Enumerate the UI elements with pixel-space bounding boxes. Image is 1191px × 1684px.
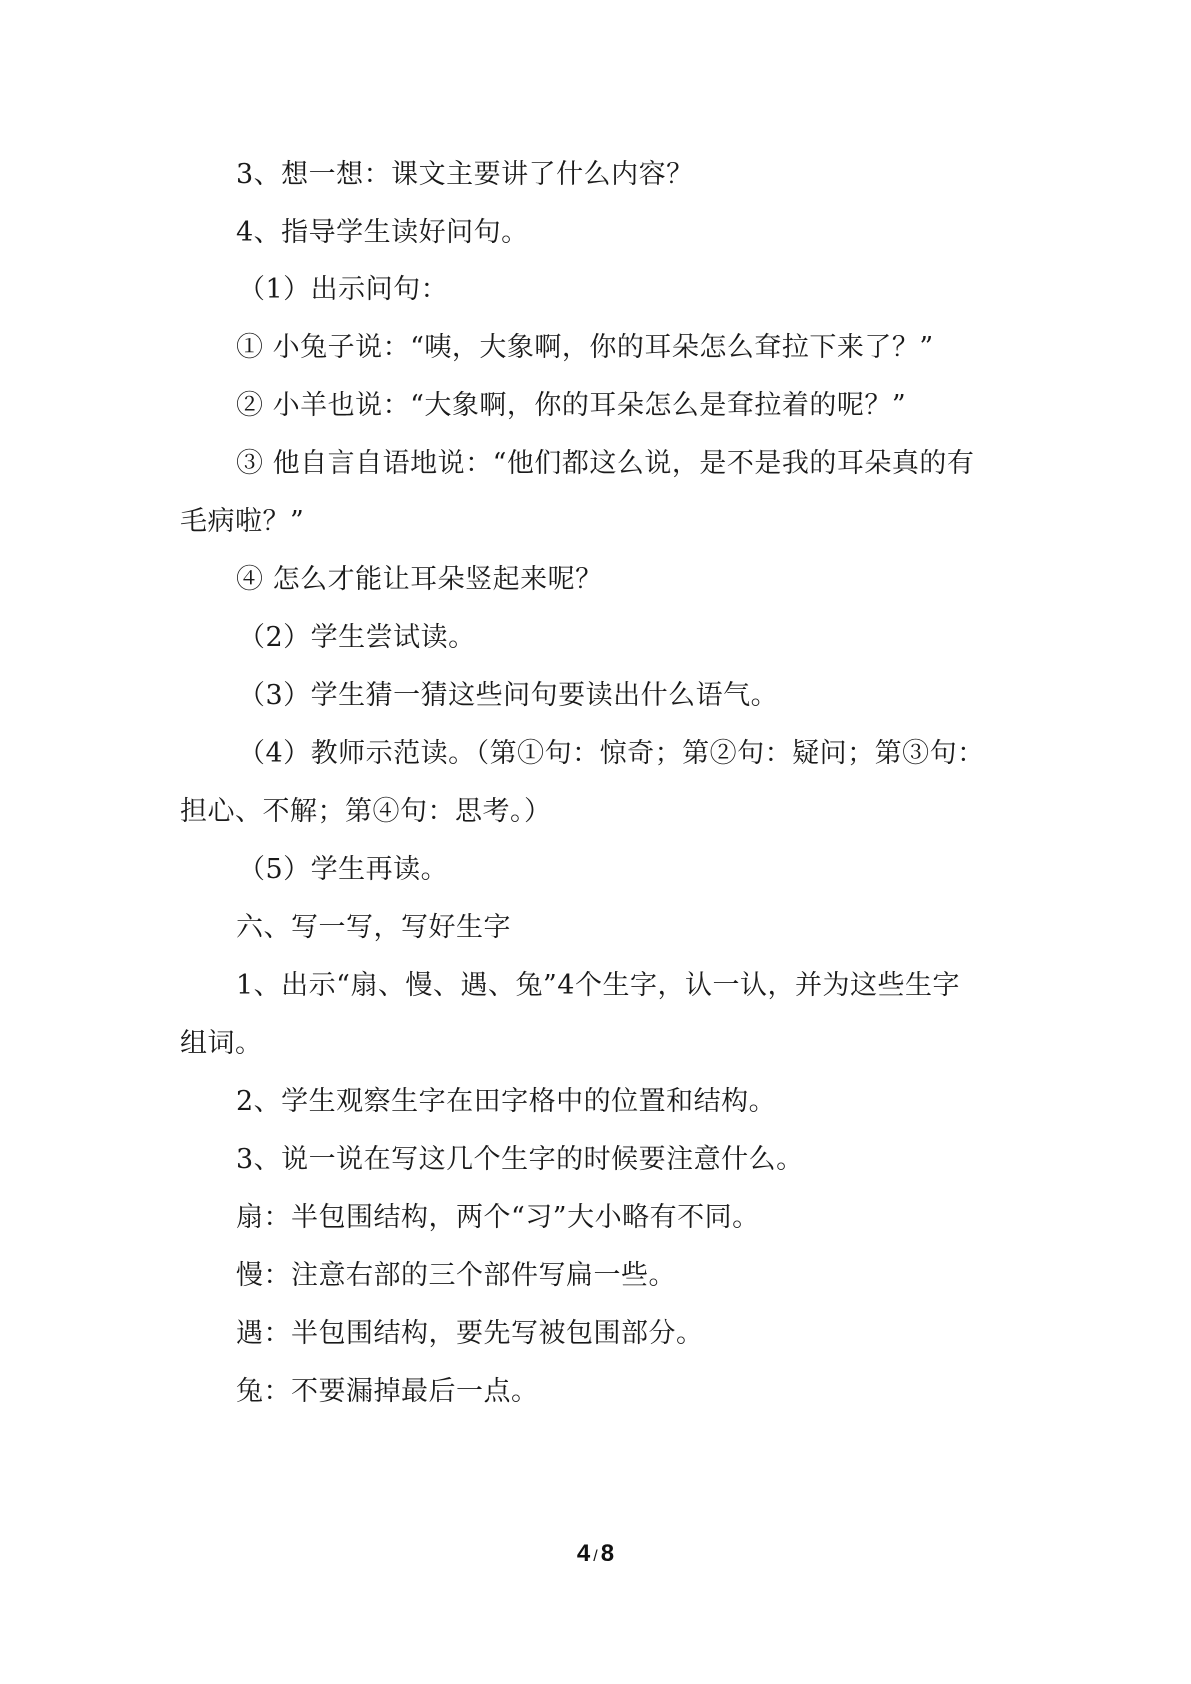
current-page-number: 4 <box>576 1540 591 1567</box>
total-pages-number: 8 <box>600 1540 615 1567</box>
paragraph-line: ③ 他自言自语地说：“他们都这么说，是不是我的耳朵真的有 <box>236 448 975 479</box>
paragraph-line: （2）学生尝试读。 <box>238 622 476 653</box>
paragraph-line: 遇：半包围结构，要先写被包围部分。 <box>236 1318 704 1349</box>
paragraph-line: ④ 怎么才能让耳朵竖起来呢？ <box>236 564 603 595</box>
paragraph-line: 2、学生观察生字在田字格中的位置和结构。 <box>236 1086 777 1117</box>
paragraph-line: 组词。 <box>180 1028 263 1059</box>
page-number-separator: / <box>593 1548 598 1565</box>
paragraph-line: （3）学生猜一猜这些问句要读出什么语气。 <box>238 680 779 711</box>
paragraph-line: （1）出示问句： <box>238 274 449 305</box>
section-heading: 六、写一写，写好生字 <box>236 912 511 943</box>
paragraph-line: 3、想一想：课文主要讲了什么内容？ <box>236 159 694 190</box>
paragraph-line: 毛病啦？” <box>180 506 305 537</box>
paragraph-line: （5）学生再读。 <box>238 854 449 885</box>
paragraph-line: 3、说一说在写这几个生字的时候要注意什么。 <box>236 1144 804 1175</box>
paragraph-line: 慢：注意右部的三个部件写扁一些。 <box>236 1260 676 1291</box>
page-number <box>0 1539 1191 1572</box>
paragraph-line: 扇：半包围结构，两个“习”大小略有不同。 <box>236 1202 760 1233</box>
paragraph-line: 4、指导学生读好问句。 <box>236 217 529 248</box>
paragraph-line: ① 小兔子说：“咦，大象啊，你的耳朵怎么耷拉下来了？” <box>236 332 934 363</box>
paragraph-line: 担心、不解；第④句：思考。） <box>180 796 552 827</box>
paragraph-line: （4）教师示范读。（第①句：惊奇；第②句：疑问；第③句： <box>238 738 985 769</box>
paragraph-line: 1、出示“扇、慢、遇、兔”4个生字，认一认，并为这些生字 <box>236 970 960 1001</box>
paragraph-line: 兔：不要漏掉最后一点。 <box>236 1376 539 1407</box>
paragraph-line: ② 小羊也说：“大象啊，你的耳朵怎么是耷拉着的呢？” <box>236 390 907 421</box>
